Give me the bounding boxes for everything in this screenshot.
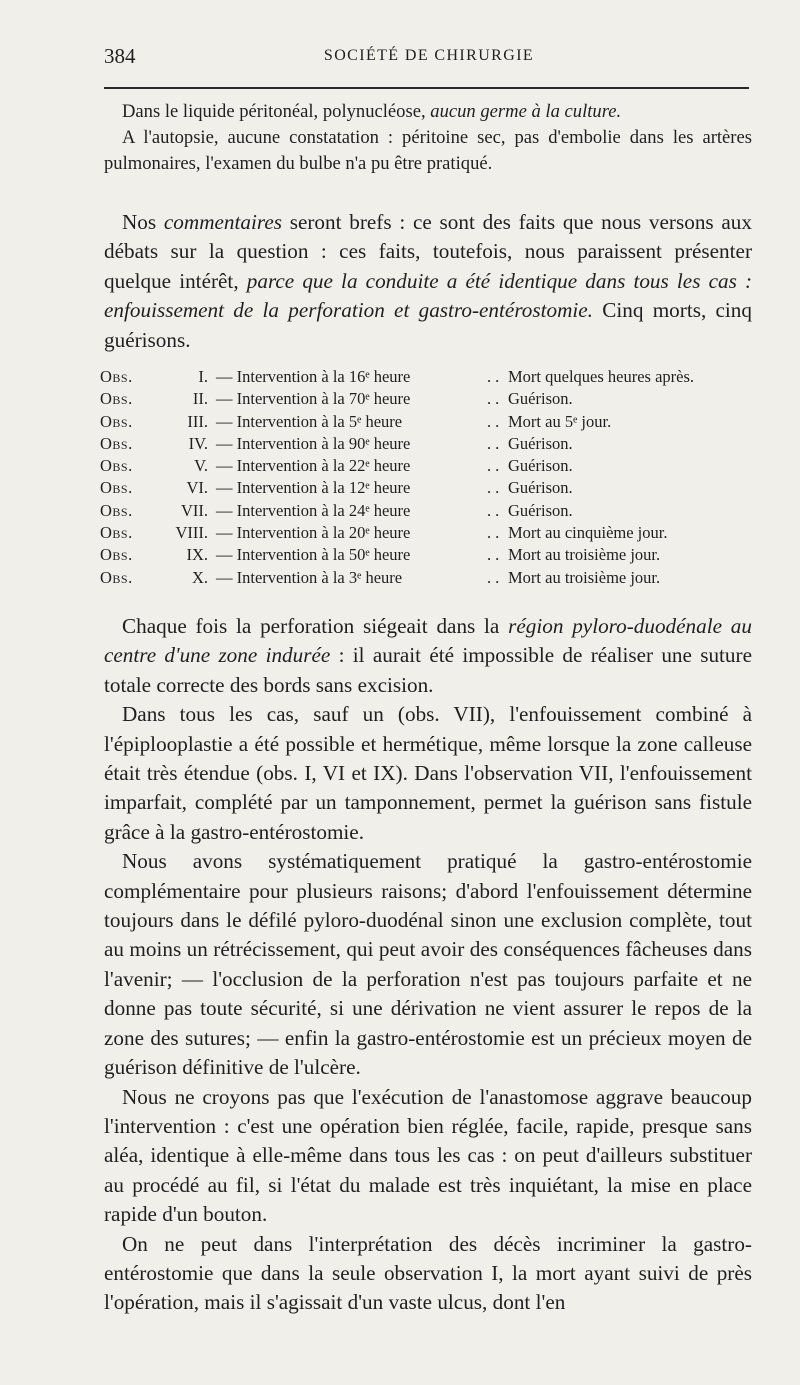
observation-leader-dots: .. — [487, 567, 504, 587]
observation-label: Obs. — [100, 389, 133, 409]
observation-intervention: — Intervention à la 90ᵉ heure — [216, 433, 411, 453]
observation-result: Mort au 5ᵉ jour. — [508, 411, 612, 431]
observation-row — [100, 478, 760, 500]
observation-intervention: — Intervention à la 24ᵉ heure — [216, 500, 411, 520]
observation-leader-dots: .. — [487, 389, 504, 409]
header-rule — [104, 87, 749, 89]
observation-intervention: — Intervention à la 50ᵉ heure — [216, 545, 411, 565]
page-header — [104, 44, 754, 72]
deces-paragraph: On ne peut dans l'interprétation des décès incriminer la gastro-entérostomie que dans la seule observation I, la mort ayant suivi de près l'opération, mais il s'agissait d'un vaste ulcus, dont l'en — [104, 1231, 752, 1315]
observation-number: IX. — [186, 545, 208, 565]
observation-result: Guérison. — [508, 478, 573, 498]
observation-label: Obs. — [100, 411, 133, 431]
commentary-text-c: Cinq morts, cinq guérisons. — [104, 298, 752, 352]
observation-row — [100, 434, 760, 456]
perforation-text-a: Chaque fois la perforation siégeait dans la — [122, 614, 509, 638]
observation-intervention: — Intervention à la 3ᵉ heure — [216, 567, 403, 587]
observation-leader-dots: .. — [487, 411, 504, 431]
observations-list — [100, 367, 760, 590]
autopsy-text-italic: aucun germe à la culture. — [430, 101, 622, 122]
enfouissement-paragraph: Dans tous les cas, sauf un (obs. VII), l'enfouissement combiné à l'épiplooplastie a été possible et hermétique, même lorsque la zone calleuse était très étendue (obs. I, VI et IX). Dans l'observation VII, l'enfouissement imparfait, complété par un tamponnement, permet la guérison sans fistule grâce à la gastro-entérostomie. — [104, 702, 752, 844]
observation-result: Mort au troisième jour. — [508, 567, 661, 587]
observation-intervention: — Intervention à la 12ᵉ heure — [216, 478, 411, 498]
observation-number: V. — [194, 456, 208, 476]
observation-leader-dots: .. — [487, 367, 504, 386]
observation-number: VI. — [186, 478, 208, 498]
observation-leader-dots: .. — [487, 433, 504, 453]
commentary-text-b: seront brefs : ce sont des faits que nous versons aux débats sur la question : ces faits, toutefois, nous paraissent présenter quelque intérêt, — [104, 210, 752, 293]
observation-label: Obs. — [100, 478, 133, 498]
observation-row — [100, 545, 760, 567]
observation-row — [100, 523, 760, 545]
observation-leader-dots: .. — [487, 478, 504, 498]
gastro-enterostomie-paragraph: Nous avons systématiquement pratiqué la gastro-entérostomie complémentaire pour plusieurs raisons; d'abord l'enfouissement détermine toujours dans le défilé pyloro-duodénal sinon une exclusion complète, tout au moins un rétrécissement, qui peut avoir des conséquences fâcheuses dans l'avenir; — l'occlusion de la perforation n'est pas toujours parfaite et ne donne pas toute sécurité, si une dérivation ne vient assurer le repos de la zone des sutures; — enfin la gastro-entérostomie est un précieux moyen de guérison définitive de l'ulcère. — [104, 849, 752, 1080]
autopsy-text-lead: Dans le liquide péritonéal, polynucléose, — [122, 101, 431, 122]
anastomose-paragraph: Nous ne croyons pas que l'exécution de l'anastomose aggrave beaucoup l'intervention : c'est une opération bien réglée, facile, rapide, presque sans aléa, identique à elle-même dans tous les cas : on peut d'ailleurs substituer au procédé au fil, si l'état du malade est très inquiétant, la mise en place rapide d'un bouton. — [104, 1084, 752, 1227]
page-number: 384 — [104, 44, 136, 68]
observation-result: Guérison. — [508, 456, 573, 476]
commentary-text-a: Nos — [122, 210, 164, 234]
observation-intervention: — Intervention à la 16ᵉ heure — [216, 367, 411, 386]
perforation-paragraph — [104, 612, 752, 700]
observation-intervention: — Intervention à la 70ᵉ heure — [216, 389, 411, 409]
observation-leader-dots: .. — [487, 456, 504, 476]
observation-leader-dots: .. — [487, 545, 504, 565]
observation-label: Obs. — [100, 367, 133, 386]
observation-number: X. — [191, 567, 208, 587]
commentary-paragraph — [104, 208, 752, 355]
observation-number: I. — [198, 367, 208, 386]
observation-label: Obs. — [100, 433, 133, 453]
observation-number: II. — [192, 389, 208, 409]
observation-row — [100, 367, 760, 389]
observation-result: Guérison. — [508, 433, 573, 453]
observation-row — [100, 389, 760, 411]
observation-row — [100, 456, 760, 478]
observation-number: IV. — [188, 433, 208, 453]
autopsy-text-rest: A l'autopsie, aucune constatation : péritoine sec, pas d'embolie dans les artères pulmonaires, l'examen du bulbe n'a pu être pratiqué. — [104, 127, 752, 174]
commentary-italic-1: commentaires — [163, 210, 282, 234]
observation-intervention: — Intervention à la 20ᵉ heure — [216, 523, 411, 543]
observation-row — [100, 501, 760, 523]
observation-row — [100, 568, 760, 590]
observation-label: Obs. — [100, 567, 133, 587]
observation-label: Obs. — [100, 523, 133, 543]
observation-result: Mort quelques heures après. — [508, 367, 695, 386]
observation-number: VIII. — [175, 523, 208, 543]
observation-result: Mort au troisième jour. — [508, 545, 661, 565]
running-title: SOCIÉTÉ DE CHIRURGIE — [323, 47, 535, 64]
observation-row — [100, 412, 760, 434]
observation-leader-dots: .. — [487, 500, 504, 520]
observation-leader-dots: .. — [487, 523, 504, 543]
observation-label: Obs. — [100, 500, 133, 520]
autopsy-paragraph — [104, 99, 752, 177]
observation-label: Obs. — [100, 545, 133, 565]
observation-result: Mort au cinquième jour. — [508, 523, 668, 543]
observation-result: Guérison. — [508, 500, 573, 520]
observation-intervention: — Intervention à la 5ᵉ heure — [216, 411, 403, 431]
observation-result: Guérison. — [508, 389, 573, 409]
body-text — [104, 612, 752, 1318]
commentary-italic-2: parce que la conduite a été identique dans tous les cas : enfouissement de la perforation et gastro-entérostomie. — [104, 268, 752, 323]
observation-label: Obs. — [100, 456, 133, 476]
perforation-italic: région pyloro-duodénale au centre d'une zone indurée — [104, 614, 752, 668]
observation-intervention: — Intervention à la 22ᵉ heure — [216, 456, 411, 476]
perforation-text-b: : il aurait été impossible de réaliser une suture totale correcte des bords sans excision. — [104, 643, 752, 697]
observation-number: III. — [187, 411, 208, 431]
observation-number: VII. — [180, 500, 208, 520]
